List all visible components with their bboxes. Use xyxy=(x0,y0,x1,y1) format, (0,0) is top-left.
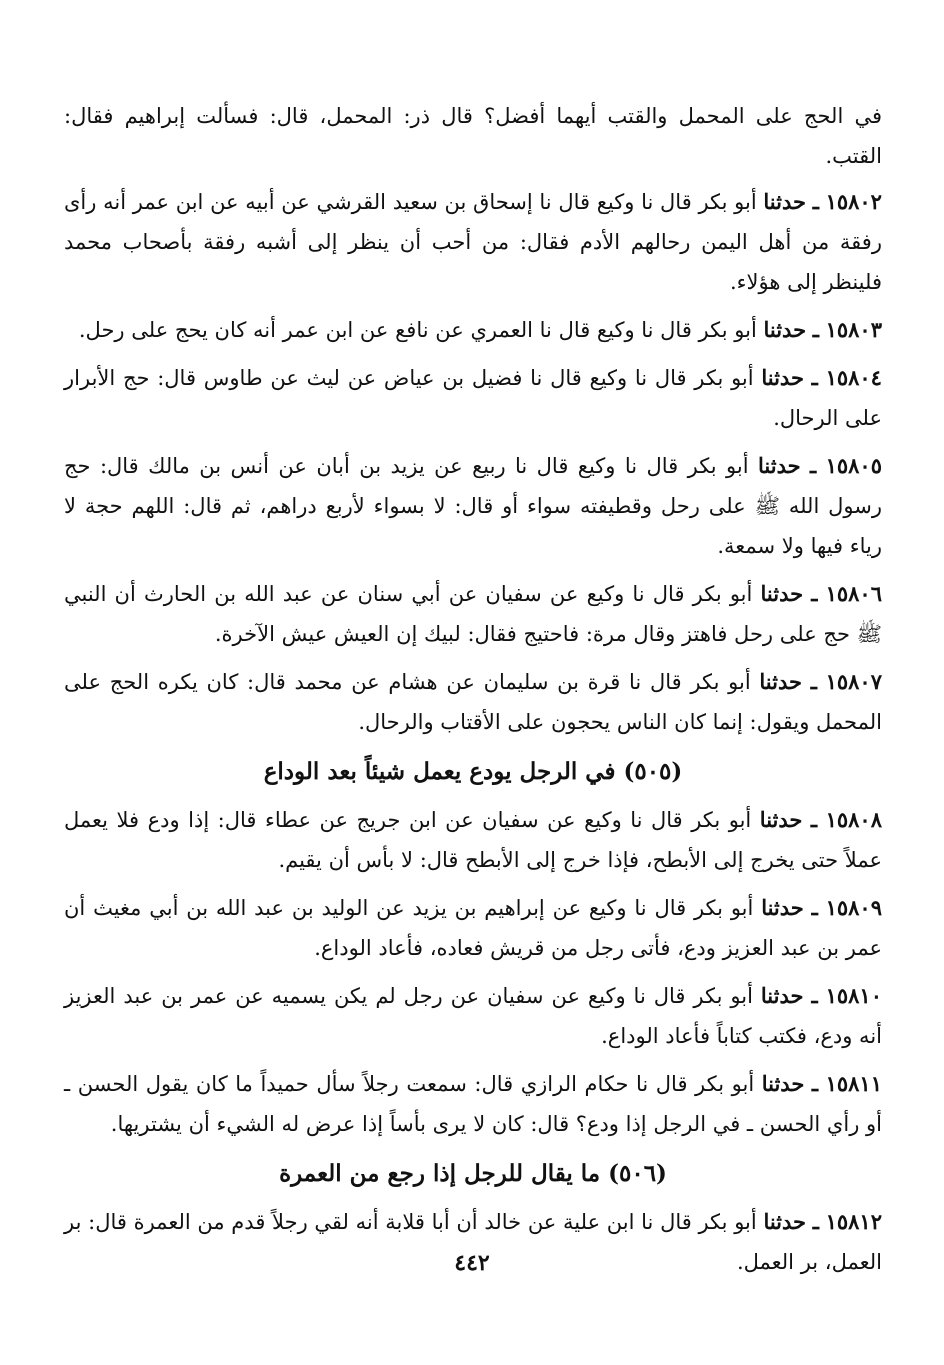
hadith-entry xyxy=(64,1064,882,1144)
hadith-number: ١٥٨٠٩ xyxy=(825,895,882,920)
hadith-entry xyxy=(64,574,882,654)
hadith-number: ١٥٨٠٣ xyxy=(825,317,882,342)
hadith-number: ١٥٨١٢ xyxy=(825,1209,882,1234)
narration-word: حدثنا xyxy=(760,581,804,606)
hadith-text: أبو بكر قال نا وكيع عن سفيان عن ابن جريج عن عطاء قال: إذا ودع فلا يعمل عملاً حتى يخرج إلى الأبطح، فإذا خرج إلى الأبطح قال: لا بأس أن يقيم. xyxy=(64,808,882,872)
hadith-number: ١٥٨٠٦ xyxy=(825,581,882,606)
hadith-number: ١٥٨٠٢ xyxy=(825,189,882,214)
separator: ـ xyxy=(810,807,818,832)
separator: ـ xyxy=(812,189,819,214)
hadith-entry xyxy=(64,310,882,350)
hadith-number: ١٥٨٠٨ xyxy=(825,807,882,832)
hadith-text: أبو بكر قال نا وكيع عن إبراهيم بن يزيد عن الوليد بن عبد الله بن أبي مغيث أن عمر بن عبد العزيز ودع، فأتى رجل من قريش فعاده، فأعاد الوداع. xyxy=(64,896,882,960)
hadith-entry xyxy=(64,888,882,968)
narration-word: حدثنا xyxy=(763,317,807,342)
entries-group-1 xyxy=(64,182,882,742)
hadith-number: ١٥٨٠٧ xyxy=(825,669,882,694)
separator: ـ xyxy=(810,453,817,478)
narration-word: حدثنا xyxy=(763,1209,807,1234)
page-number: ٤٤٢ xyxy=(454,1250,490,1276)
entries-group-2 xyxy=(64,800,882,1144)
hadith-text: أبو بكر قال نا وكيع عن سفيان عن رجل لم يكن يسميه عن عمر بن عبد العزيز أنه ودع، فكتب كتاباً فأعاد الوداع. xyxy=(64,984,882,1048)
hadith-number: ١٥٨٠٤ xyxy=(825,365,882,390)
hadith-text: أبو بكر قال نا وكيع قال نا ربيع عن يزيد بن أبان عن أنس بن مالك قال: حج رسول الله ﷺ على رحل وقطيفته سواء أو قال: لا بسواء لأربع دراهم، ثم قال: اللهم حجة لا رياء فيها ولا سمعة. xyxy=(64,454,882,558)
separator: ـ xyxy=(812,317,819,342)
hadith-entry xyxy=(64,182,882,302)
hadith-text: أبو بكر قال نا وكيع عن سفيان عن أبي سنان عن عبد الله بن الحارث أن النبي ﷺ حج على رحل فاهتز وقال مرة: فاحتيج فقال: لبيك إن العيش عيش الآخرة. xyxy=(64,582,882,646)
hadith-entry xyxy=(64,358,882,438)
hadith-entry xyxy=(64,800,882,880)
hadith-number: ١٥٨١٠ xyxy=(825,983,882,1008)
intro-paragraph: في الحج على المحمل والقتب أيهما أفضل؟ قال ذر: المحمل، قال: فسألت إبراهيم فقال: القتب. xyxy=(64,104,882,168)
page-body xyxy=(64,96,882,1290)
hadith-entry xyxy=(64,976,882,1056)
hadith-text: أبو بكر قال نا قرة بن سليمان عن هشام عن محمد قال: كان يكره الحج على المحمل ويقول: إنما كان الناس يحجون على الأقتاب والرحال. xyxy=(64,670,882,734)
hadith-entry xyxy=(64,662,882,742)
separator: ـ xyxy=(811,581,818,606)
narration-word: حدثنا xyxy=(761,895,804,920)
narration-word: حدثنا xyxy=(759,669,802,694)
narration-word: حدثنا xyxy=(761,1071,805,1096)
hadith-text: أبو بكر قال نا وكيع قال نا فضيل بن عياض عن ليث عن طاوس قال: حج الأبرار على الرحال. xyxy=(64,366,882,430)
separator: ـ xyxy=(811,895,818,920)
chapter-heading: (٥٠٥) في الرجل يودع يعمل شيئاً بعد الوداع xyxy=(263,758,683,785)
separator: ـ xyxy=(811,983,818,1008)
hadith-text: أبو بكر قال نا وكيع قال نا إسحاق بن سعيد القرشي عن أبيه عن ابن عمر أنه رأى رفقة من أهل اليمن رحالهم الأدم فقال: من أحب أن ينظر إلى أشبه رفقة بأصحاب محمد فلينظر إلى هؤلاء. xyxy=(64,190,882,294)
hadith-number: ١٥٨٠٥ xyxy=(825,453,882,478)
narration-word: حدثنا xyxy=(763,189,806,214)
narration-word: حدثنا xyxy=(759,807,803,832)
hadith-entry xyxy=(64,446,882,566)
hadith-text: أبو بكر قال نا حكام الرازي قال: سمعت رجلاً سأل حميداً ما كان يقول الحسن ـ أو رأي الحسن ـ في الرجل إذا ودع؟ قال: كان لا يرى بأساً إذا عرض له الشيء أن يشتريها. xyxy=(64,1072,882,1136)
narration-word: حدثنا xyxy=(758,453,801,478)
separator: ـ xyxy=(811,1071,819,1096)
narration-word: حدثنا xyxy=(761,365,804,390)
hadith-text: أبو بكر قال نا ابن علية عن خالد أن أبا قلابة أنه لقي رجلاً قدم من العمرة قال: بر العمل، بر العمل. xyxy=(64,1210,882,1274)
separator: ـ xyxy=(810,669,817,694)
chapter-heading: (٥٠٦) ما يقال للرجل إذا رجع من العمرة xyxy=(279,1160,667,1187)
narration-word: حدثنا xyxy=(760,983,804,1008)
separator: ـ xyxy=(811,365,818,390)
separator: ـ xyxy=(812,1209,819,1234)
hadith-number: ١٥٨١١ xyxy=(825,1071,882,1096)
hadith-text: أبو بكر قال نا وكيع قال نا العمري عن نافع عن ابن عمر أنه كان يحج على رحل. xyxy=(78,318,757,342)
